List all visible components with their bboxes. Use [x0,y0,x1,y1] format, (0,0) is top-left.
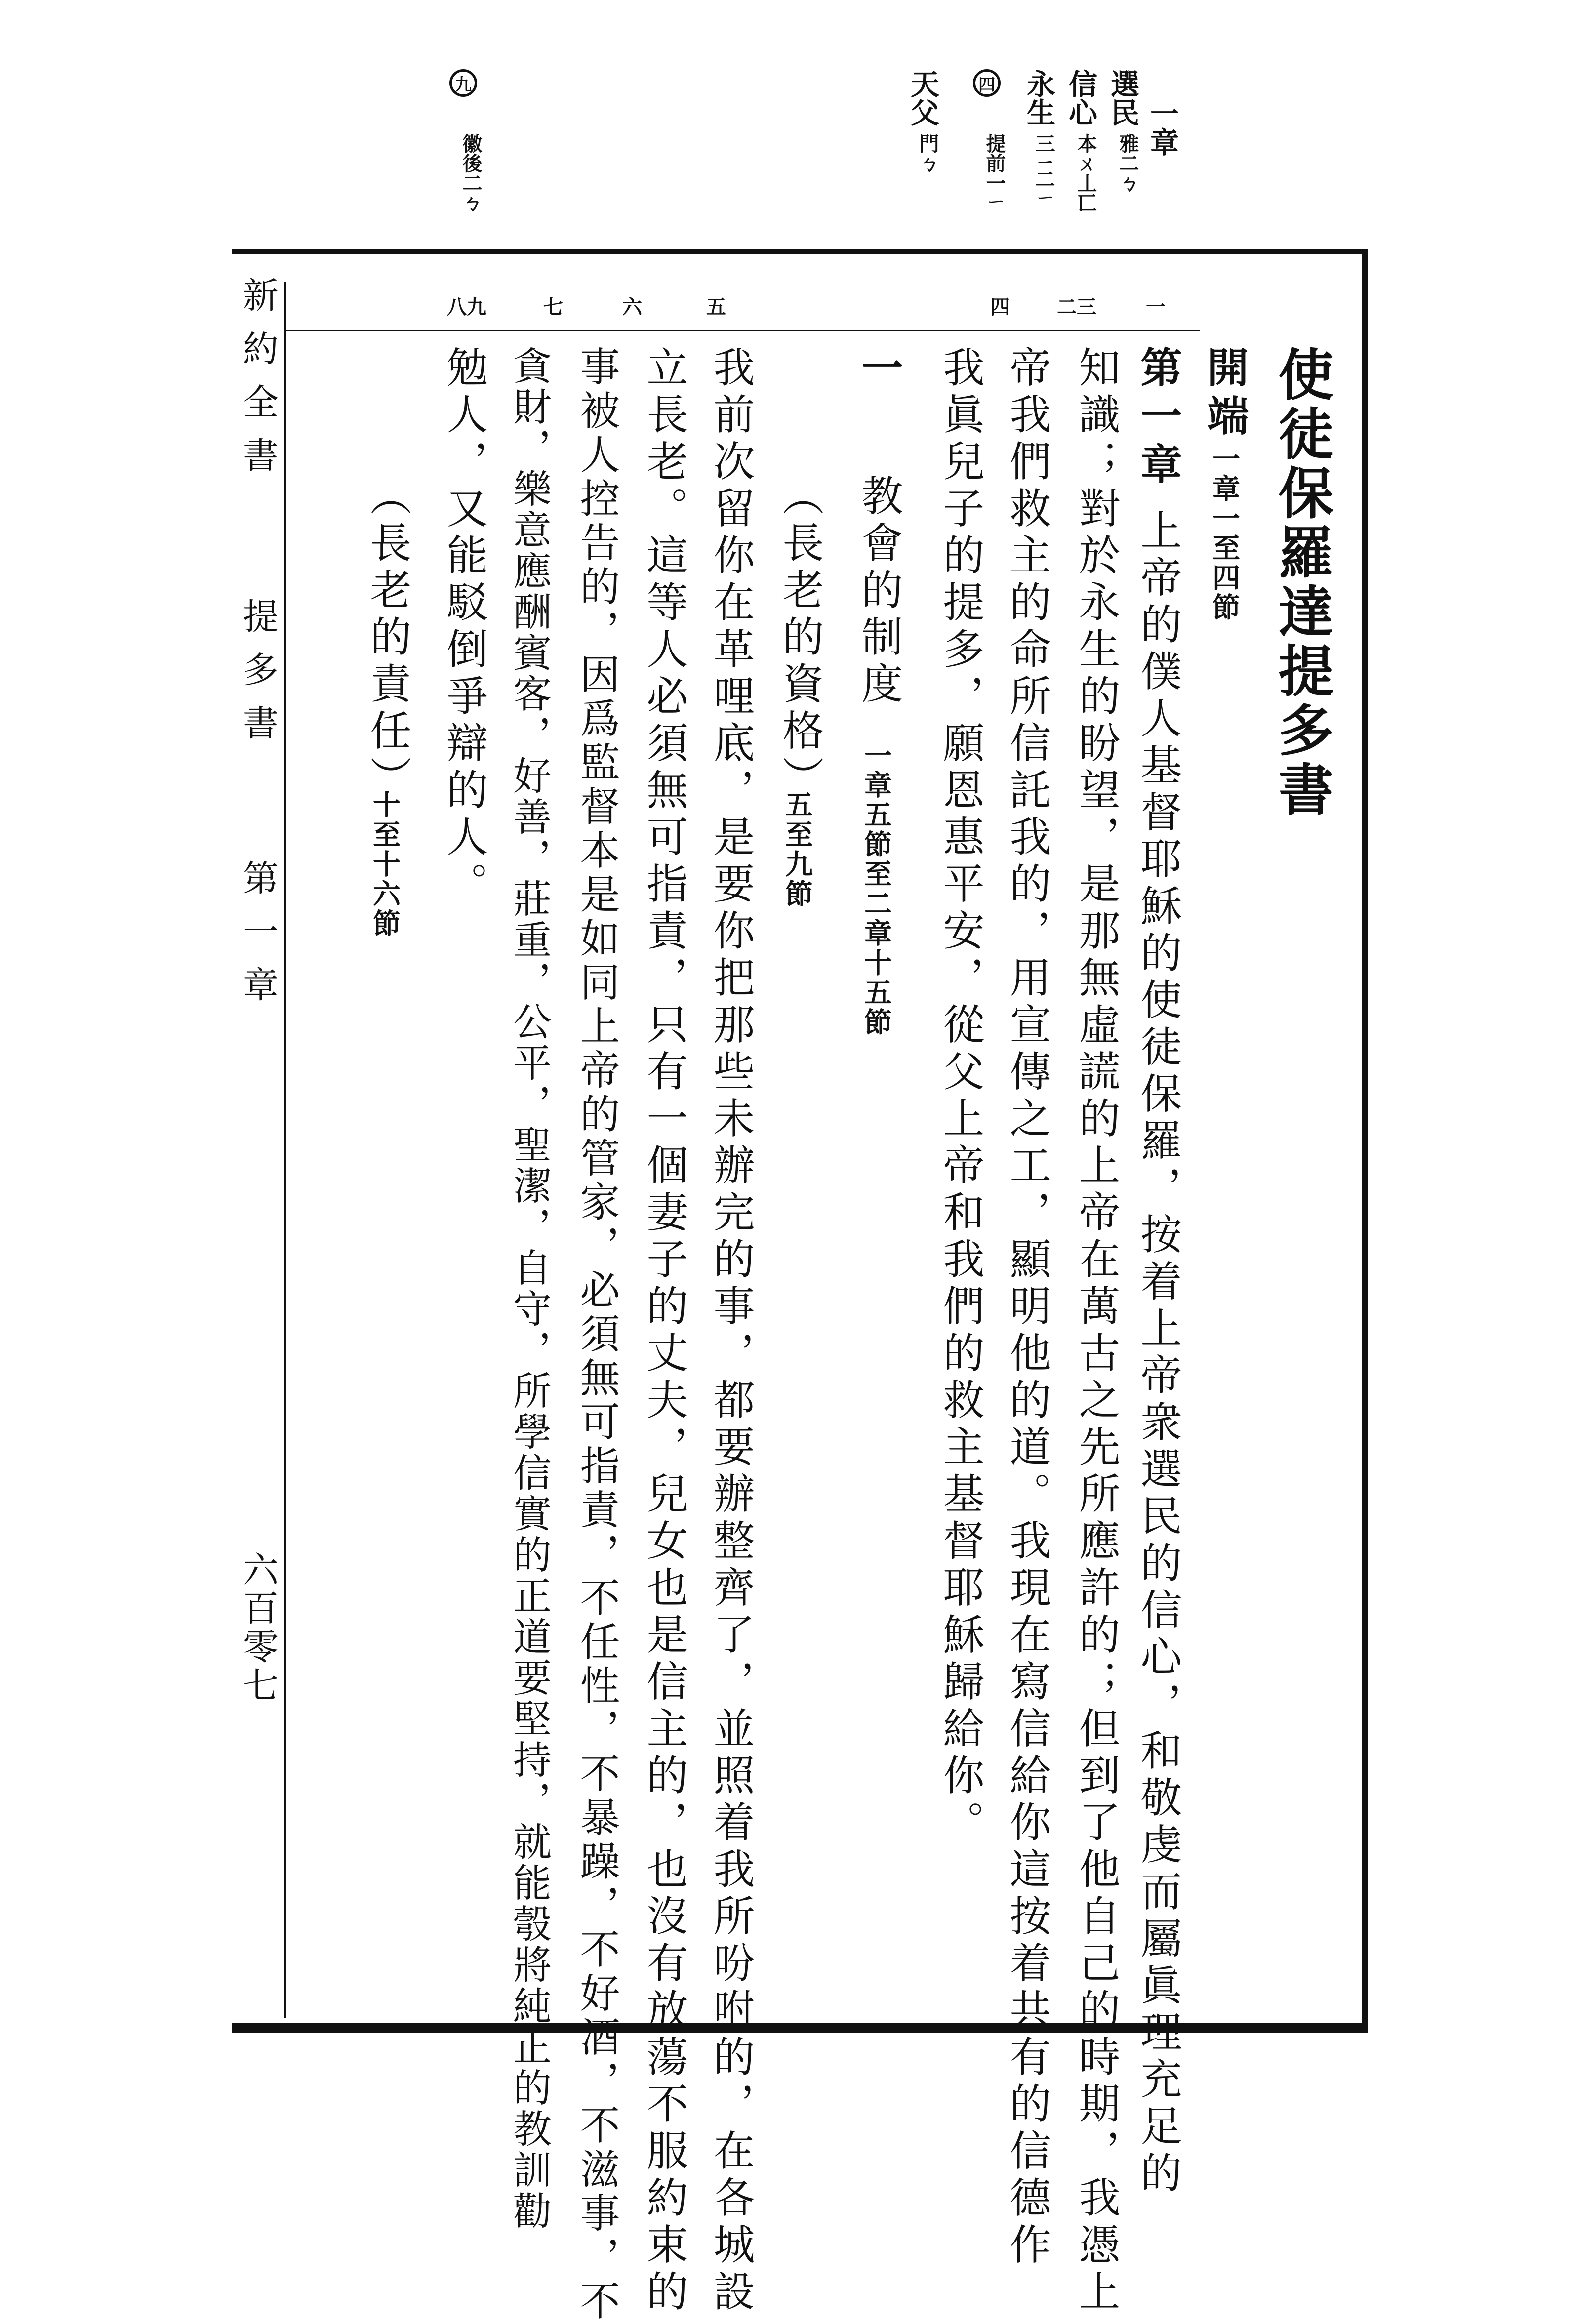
margin-note-term: 永生 [1022,69,1055,126]
verse-marker: 四 [990,296,1010,319]
text-column: 貪財，樂意應酬賓客，好善，莊重，公平，聖潔，自守，所學信實的正道要堅持，就能彀將純正的教訓勸 [507,346,551,2232]
frame-header-divider [284,282,286,2018]
section-number: 一 [855,346,903,394]
margin-notes [889,59,1185,247]
verse-marker: 七 [543,296,563,319]
verse-marker: 五 [706,296,726,319]
text-column: 立長老。這等人必須無可指責，只有一個妻子的丈夫，兒女也是信主的，也沒有放蕩不服約束的 [640,346,688,2317]
margin-note-ref: 雅二ㄅ [1116,133,1139,193]
margin-note-badge: 九 [449,69,477,97]
subsection-title: （長老的資格） [776,474,824,803]
subsection-title: （長老的責任） [363,474,412,803]
verse-marker: 六 [622,296,642,319]
section-range: 一章一至四節 [1208,445,1240,622]
running-header-book: 新約全書 [237,277,279,490]
text-column: 我眞兒子的提多，願恩惠平安，從父上帝和我們的救主基督耶穌歸給你。 [936,346,985,1847]
section-label: 開端 [1201,346,1249,443]
text-column: 事被人控告的，因爲監督本是如同上帝的管家，必須無可指責，不任性，不暴躁，不好酒，不滋事，不 [573,346,620,2324]
text-column: 我前次留你在革哩底，是要你把那些未辦完的事，都要辦整齊了，並照着我所吩咐的，在各城設 [707,346,755,2317]
margin-note-ref: 徽後二ㄅ [459,133,482,212]
margin-note-term: 一章 [1145,99,1179,156]
verse-marker: 二三 [1057,296,1096,319]
margin-note-ref: 門ㄅ [916,133,939,173]
text-column: 知識；對於永生的盼望，是那無虛謊的上帝在萬古之先所應許的；但到了他自己的時期，我憑上 [1072,346,1121,2317]
frame-right-rule [1362,249,1368,2033]
frame-verse-rule [286,330,1200,331]
section-range: 一章五節至二章十五節 [860,741,892,1037]
section-title: 教會的制度 [855,474,903,709]
page-number: 六百零七 [237,1551,279,1705]
margin-note-ref: 本ㄨ丄匸 [1074,133,1097,212]
running-header-title: 提多書 [237,598,279,758]
frame-top-rule [232,249,1368,254]
frame-bottom-rule [232,2023,1368,2033]
margin-note-ref: 提前一ㄧ [983,133,1006,208]
margin-note-term: 選民 [1106,69,1139,126]
text-column: 勉人，又能駁倒爭辯的人。 [440,346,488,909]
text-column: 上帝的僕人基督耶穌的使徒保羅，按着上帝衆選民的信心，和敬虔而屬眞理充足的 [1134,509,1182,2198]
verse-marker: 一 [1146,296,1166,319]
page-title: 使徒保羅達提多書 [1269,346,1333,820]
subsection-range: 五至九節 [781,790,813,909]
chapter-label: 第一章 [1134,346,1182,491]
text-column: 帝我們救主的命所信託我的，用宣傳之工，顯明他的道。我現在寫信給你這按着共有的信德作 [1003,346,1051,2270]
subsection-range: 十至十六節 [368,790,401,938]
running-header-chapter: 第一章 [237,859,279,1019]
verse-marker: 八九 [447,296,486,319]
margin-note-badge: 四 [973,69,1001,97]
margin-note-term: 天父 [906,69,939,126]
margin-note-term: 信心 [1064,69,1097,126]
margin-note-ref: 三ㄧ二ㄧ [1032,133,1055,204]
